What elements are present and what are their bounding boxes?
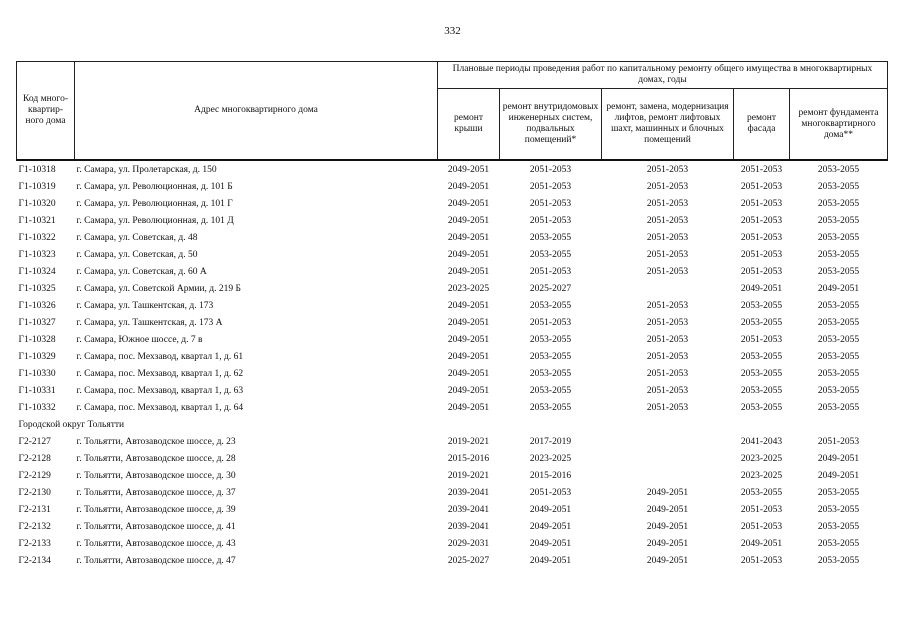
cell-elevator: 2051-2053 xyxy=(646,300,689,311)
cell-facade: 2051-2053 xyxy=(740,164,783,175)
cell-facade: 2051-2053 xyxy=(740,266,783,277)
cell-internal: 2051-2053 xyxy=(529,164,572,175)
cell-foundation: 2053-2055 xyxy=(817,198,860,209)
cell-foundation: 2053-2055 xyxy=(817,504,860,515)
repair-schedule-table xyxy=(16,61,888,569)
cell-facade: 2041-2043 xyxy=(740,436,783,447)
header-elevators xyxy=(602,89,734,161)
cell-code: Г1-10332 xyxy=(18,402,56,413)
cell-foundation: 2053-2055 xyxy=(817,385,860,396)
table-row xyxy=(17,433,888,450)
page-number: 332 xyxy=(444,25,461,37)
table-row xyxy=(17,297,888,314)
header-foundation-label: ремонт фундамента многоквартирного дома** xyxy=(798,107,879,140)
cell-internal: 2015-2016 xyxy=(529,470,572,481)
cell-foundation: 2053-2055 xyxy=(817,351,860,362)
cell-facade: 2053-2055 xyxy=(740,368,783,379)
cell-facade: 2053-2055 xyxy=(740,385,783,396)
table-row xyxy=(17,467,888,484)
cell-roof: 2049-2051 xyxy=(447,181,490,192)
table-row xyxy=(17,212,888,229)
header-code xyxy=(17,62,75,161)
cell-code: Г1-10329 xyxy=(18,351,56,362)
cell-internal: 2051-2053 xyxy=(529,266,572,277)
table-row xyxy=(17,160,888,178)
cell-address: г. Самара, ул. Советская, д. 48 xyxy=(76,232,198,243)
cell-facade: 2049-2051 xyxy=(740,538,783,549)
cell-address: г. Самара, пос. Мехзавод, квартал 1, д. 61 xyxy=(76,351,244,362)
cell-address: г. Самара, ул. Советская, д. 60 А xyxy=(76,266,207,277)
cell-code: Г1-10327 xyxy=(18,317,56,328)
table-row xyxy=(17,178,888,195)
cell-facade: 2053-2055 xyxy=(740,317,783,328)
cell-foundation: 2053-2055 xyxy=(817,487,860,498)
cell-elevator: 2051-2053 xyxy=(646,351,689,362)
cell-address: г. Тольятти, Автозаводское шоссе, д. 23 xyxy=(76,436,236,447)
cell-elevator: 2049-2051 xyxy=(646,504,689,515)
cell-code: Г1-10323 xyxy=(18,249,56,260)
cell-code: Г2-2127 xyxy=(18,436,51,447)
cell-facade: 2023-2025 xyxy=(740,453,783,464)
cell-elevator: 2051-2053 xyxy=(646,266,689,277)
cell-elevator: 2051-2053 xyxy=(646,181,689,192)
header-address-label: Адрес многоквартирного дома xyxy=(194,105,318,115)
cell-facade: 2051-2053 xyxy=(740,555,783,566)
cell-address: г. Самара, пос. Мехзавод, квартал 1, д. 64 xyxy=(76,402,244,413)
cell-roof: 2049-2051 xyxy=(447,266,490,277)
table-row xyxy=(17,382,888,399)
cell-foundation: 2053-2055 xyxy=(817,266,860,277)
cell-foundation: 2053-2055 xyxy=(817,215,860,226)
table-row xyxy=(17,518,888,535)
cell-roof: 2049-2051 xyxy=(447,198,490,209)
cell-foundation: 2053-2055 xyxy=(817,249,860,260)
cell-roof: 2049-2051 xyxy=(447,385,490,396)
cell-internal: 2053-2055 xyxy=(529,334,572,345)
cell-facade: 2053-2055 xyxy=(740,487,783,498)
table-row xyxy=(17,535,888,552)
cell-foundation: 2053-2055 xyxy=(817,538,860,549)
header-roof-label: ремонт крыши xyxy=(454,113,483,134)
cell-foundation: 2053-2055 xyxy=(817,555,860,566)
cell-elevator: 2051-2053 xyxy=(646,232,689,243)
cell-elevator xyxy=(602,467,734,484)
cell-address: г. Тольятти, Автозаводское шоссе, д. 39 xyxy=(76,504,236,515)
cell-internal: 2023-2025 xyxy=(529,453,572,464)
cell-elevator: 2051-2053 xyxy=(646,164,689,175)
cell-elevator: 2051-2053 xyxy=(646,249,689,260)
cell-facade: 2053-2055 xyxy=(740,300,783,311)
header-code-label: Код много- квартир- ного дома xyxy=(23,94,68,126)
cell-foundation: 2053-2055 xyxy=(817,164,860,175)
cell-facade: 2053-2055 xyxy=(740,351,783,362)
cell-internal: 2051-2053 xyxy=(529,198,572,209)
cell-roof: 2039-2041 xyxy=(447,504,490,515)
cell-facade: 2051-2053 xyxy=(740,504,783,515)
cell-internal: 2051-2053 xyxy=(529,181,572,192)
cell-code: Г2-2132 xyxy=(18,521,51,532)
cell-code: Г1-10321 xyxy=(18,215,56,226)
cell-internal: 2049-2051 xyxy=(529,521,572,532)
cell-address: г. Тольятти, Автозаводское шоссе, д. 37 xyxy=(76,487,236,498)
table-header xyxy=(17,62,888,161)
cell-facade: 2051-2053 xyxy=(740,215,783,226)
table-row xyxy=(17,331,888,348)
cell-internal: 2053-2055 xyxy=(529,385,572,396)
table-row xyxy=(17,314,888,331)
cell-code: Г1-10326 xyxy=(18,300,56,311)
cell-roof: 2039-2041 xyxy=(447,521,490,532)
table-row xyxy=(17,365,888,382)
cell-code: Г1-10318 xyxy=(18,164,56,175)
cell-elevator: 2049-2051 xyxy=(646,487,689,498)
cell-internal: 2053-2055 xyxy=(529,402,572,413)
cell-roof: 2049-2051 xyxy=(447,351,490,362)
table-row xyxy=(17,484,888,501)
header-group-label: Плановые периоды проведения работ по капитальному ремонту общего имущества в многоквартирных домах, годы xyxy=(452,64,873,85)
cell-address: г. Самара, ул. Пролетарская, д. 150 xyxy=(76,164,217,175)
cell-elevator: 2051-2053 xyxy=(646,368,689,379)
cell-foundation: 2049-2051 xyxy=(817,453,860,464)
cell-foundation: 2053-2055 xyxy=(817,521,860,532)
cell-address: г. Самара, ул. Революционная, д. 101 Б xyxy=(76,181,233,192)
cell-roof: 2049-2051 xyxy=(447,300,490,311)
cell-code: Г2-2133 xyxy=(18,538,51,549)
cell-address: г. Самара, ул. Революционная, д. 101 Д xyxy=(76,215,234,226)
cell-facade: 2051-2053 xyxy=(740,181,783,192)
header-roof xyxy=(438,89,500,161)
cell-internal: 2051-2053 xyxy=(529,317,572,328)
cell-internal: 2051-2053 xyxy=(529,487,572,498)
cell-code: Г1-10320 xyxy=(18,198,56,209)
header-facade xyxy=(734,89,790,161)
header-periods-group xyxy=(438,62,888,89)
header-foundation xyxy=(790,89,888,161)
cell-elevator: 2049-2051 xyxy=(646,521,689,532)
cell-address: г. Тольятти, Автозаводское шоссе, д. 28 xyxy=(76,453,236,464)
cell-internal: 2049-2051 xyxy=(529,538,572,549)
cell-foundation: 2053-2055 xyxy=(817,317,860,328)
cell-elevator: 2051-2053 xyxy=(646,385,689,396)
cell-facade: 2049-2051 xyxy=(740,283,783,294)
cell-address: г. Самара, ул. Ташкентская, д. 173 А xyxy=(76,317,223,328)
table-row xyxy=(17,399,888,416)
cell-internal: 2049-2051 xyxy=(529,555,572,566)
cell-code: Г1-10319 xyxy=(18,181,56,192)
table-row xyxy=(17,348,888,365)
cell-roof: 2049-2051 xyxy=(447,334,490,345)
cell-facade: 2023-2025 xyxy=(740,470,783,481)
cell-internal: 2017-2019 xyxy=(529,436,572,447)
cell-elevator: 2049-2051 xyxy=(646,555,689,566)
cell-roof: 2029-2031 xyxy=(447,538,490,549)
cell-foundation: 2049-2051 xyxy=(817,283,860,294)
cell-internal: 2051-2053 xyxy=(529,215,572,226)
cell-code: Г2-2134 xyxy=(18,555,51,566)
cell-code: Г1-10328 xyxy=(18,334,56,345)
cell-foundation: 2049-2051 xyxy=(817,470,860,481)
cell-code: Г1-10322 xyxy=(18,232,56,243)
cell-facade: 2051-2053 xyxy=(740,232,783,243)
cell-code: Г1-10324 xyxy=(18,266,56,277)
table-row xyxy=(17,263,888,280)
cell-roof: 2049-2051 xyxy=(447,215,490,226)
cell-facade: 2051-2053 xyxy=(740,521,783,532)
header-internal-systems xyxy=(500,89,602,161)
cell-address: г. Самара, пос. Мехзавод, квартал 1, д. 63 xyxy=(76,385,244,396)
cell-code: Г2-2131 xyxy=(18,504,51,515)
table-row xyxy=(17,450,888,467)
cell-internal: 2053-2055 xyxy=(529,232,572,243)
cell-roof: 2049-2051 xyxy=(447,164,490,175)
cell-address: г. Самара, пос. Мехзавод, квартал 1, д. 62 xyxy=(76,368,244,379)
cell-foundation: 2053-2055 xyxy=(817,368,860,379)
cell-elevator: 2049-2051 xyxy=(646,538,689,549)
cell-address: г. Самара, ул. Революционная, д. 101 Г xyxy=(76,198,233,209)
cell-internal: 2053-2055 xyxy=(529,351,572,362)
cell-code: Г1-10330 xyxy=(18,368,56,379)
section-title: Городской округ Тольятти xyxy=(18,419,125,430)
cell-code: Г2-2129 xyxy=(18,470,51,481)
cell-roof: 2019-2021 xyxy=(447,470,490,481)
cell-roof: 2049-2051 xyxy=(447,402,490,413)
cell-address: г. Самара, ул. Советской Армии, д. 219 Б xyxy=(76,283,241,294)
cell-elevator: 2051-2053 xyxy=(646,317,689,328)
table-body xyxy=(17,160,888,569)
cell-elevator: 2051-2053 xyxy=(646,215,689,226)
cell-address: г. Тольятти, Автозаводское шоссе, д. 30 xyxy=(76,470,236,481)
cell-roof: 2049-2051 xyxy=(447,317,490,328)
header-facade-label: ремонт фасада xyxy=(747,113,776,134)
table-row xyxy=(17,280,888,297)
cell-code: Г1-10331 xyxy=(18,385,56,396)
cell-address: г. Тольятти, Автозаводское шоссе, д. 43 xyxy=(76,538,236,549)
cell-elevator xyxy=(602,280,734,297)
table-row xyxy=(17,195,888,212)
cell-address: г. Тольятти, Автозаводское шоссе, д. 47 xyxy=(76,555,236,566)
cell-foundation: 2053-2055 xyxy=(817,232,860,243)
cell-facade: 2051-2053 xyxy=(740,334,783,345)
cell-roof: 2049-2051 xyxy=(447,249,490,260)
table-row xyxy=(17,229,888,246)
cell-address: г. Самара, Южное шоссе, д. 7 в xyxy=(76,334,203,345)
cell-internal: 2053-2055 xyxy=(529,368,572,379)
cell-roof: 2023-2025 xyxy=(447,283,490,294)
cell-elevator xyxy=(602,433,734,450)
cell-foundation: 2051-2053 xyxy=(817,436,860,447)
cell-roof: 2049-2051 xyxy=(447,232,490,243)
cell-foundation: 2053-2055 xyxy=(817,181,860,192)
cell-foundation: 2053-2055 xyxy=(817,334,860,345)
cell-roof: 2019-2021 xyxy=(447,436,490,447)
cell-internal: 2025-2027 xyxy=(529,283,572,294)
cell-roof: 2049-2051 xyxy=(447,368,490,379)
section-row xyxy=(17,416,888,433)
cell-elevator: 2051-2053 xyxy=(646,198,689,209)
cell-facade: 2053-2055 xyxy=(740,402,783,413)
cell-roof: 2025-2027 xyxy=(447,555,490,566)
cell-foundation: 2053-2055 xyxy=(817,300,860,311)
cell-address: г. Самара, ул. Советская, д. 50 xyxy=(76,249,198,260)
cell-address: г. Самара, ул. Ташкентская, д. 173 xyxy=(76,300,214,311)
table-row xyxy=(17,501,888,518)
cell-facade: 2051-2053 xyxy=(740,198,783,209)
cell-code: Г2-2128 xyxy=(18,453,51,464)
cell-internal: 2053-2055 xyxy=(529,300,572,311)
cell-address: г. Тольятти, Автозаводское шоссе, д. 41 xyxy=(76,521,236,532)
cell-foundation: 2053-2055 xyxy=(817,402,860,413)
cell-internal: 2049-2051 xyxy=(529,504,572,515)
cell-roof: 2039-2041 xyxy=(447,487,490,498)
header-elevator-label: ремонт, замена, модернизация лифтов, ремонт лифтовых шахт, машинных и блочных помещений xyxy=(606,102,729,145)
cell-elevator: 2051-2053 xyxy=(646,402,689,413)
cell-code: Г1-10325 xyxy=(18,283,56,294)
cell-elevator: 2051-2053 xyxy=(646,334,689,345)
table-row xyxy=(17,552,888,569)
cell-roof: 2015-2016 xyxy=(447,453,490,464)
header-address xyxy=(75,62,438,161)
table-row xyxy=(17,246,888,263)
header-internal-label: ремонт внутридомовых инженерных систем, подвальных помещений* xyxy=(502,102,599,145)
cell-internal: 2053-2055 xyxy=(529,249,572,260)
cell-code: Г2-2130 xyxy=(18,487,51,498)
cell-elevator xyxy=(602,450,734,467)
cell-facade: 2051-2053 xyxy=(740,249,783,260)
